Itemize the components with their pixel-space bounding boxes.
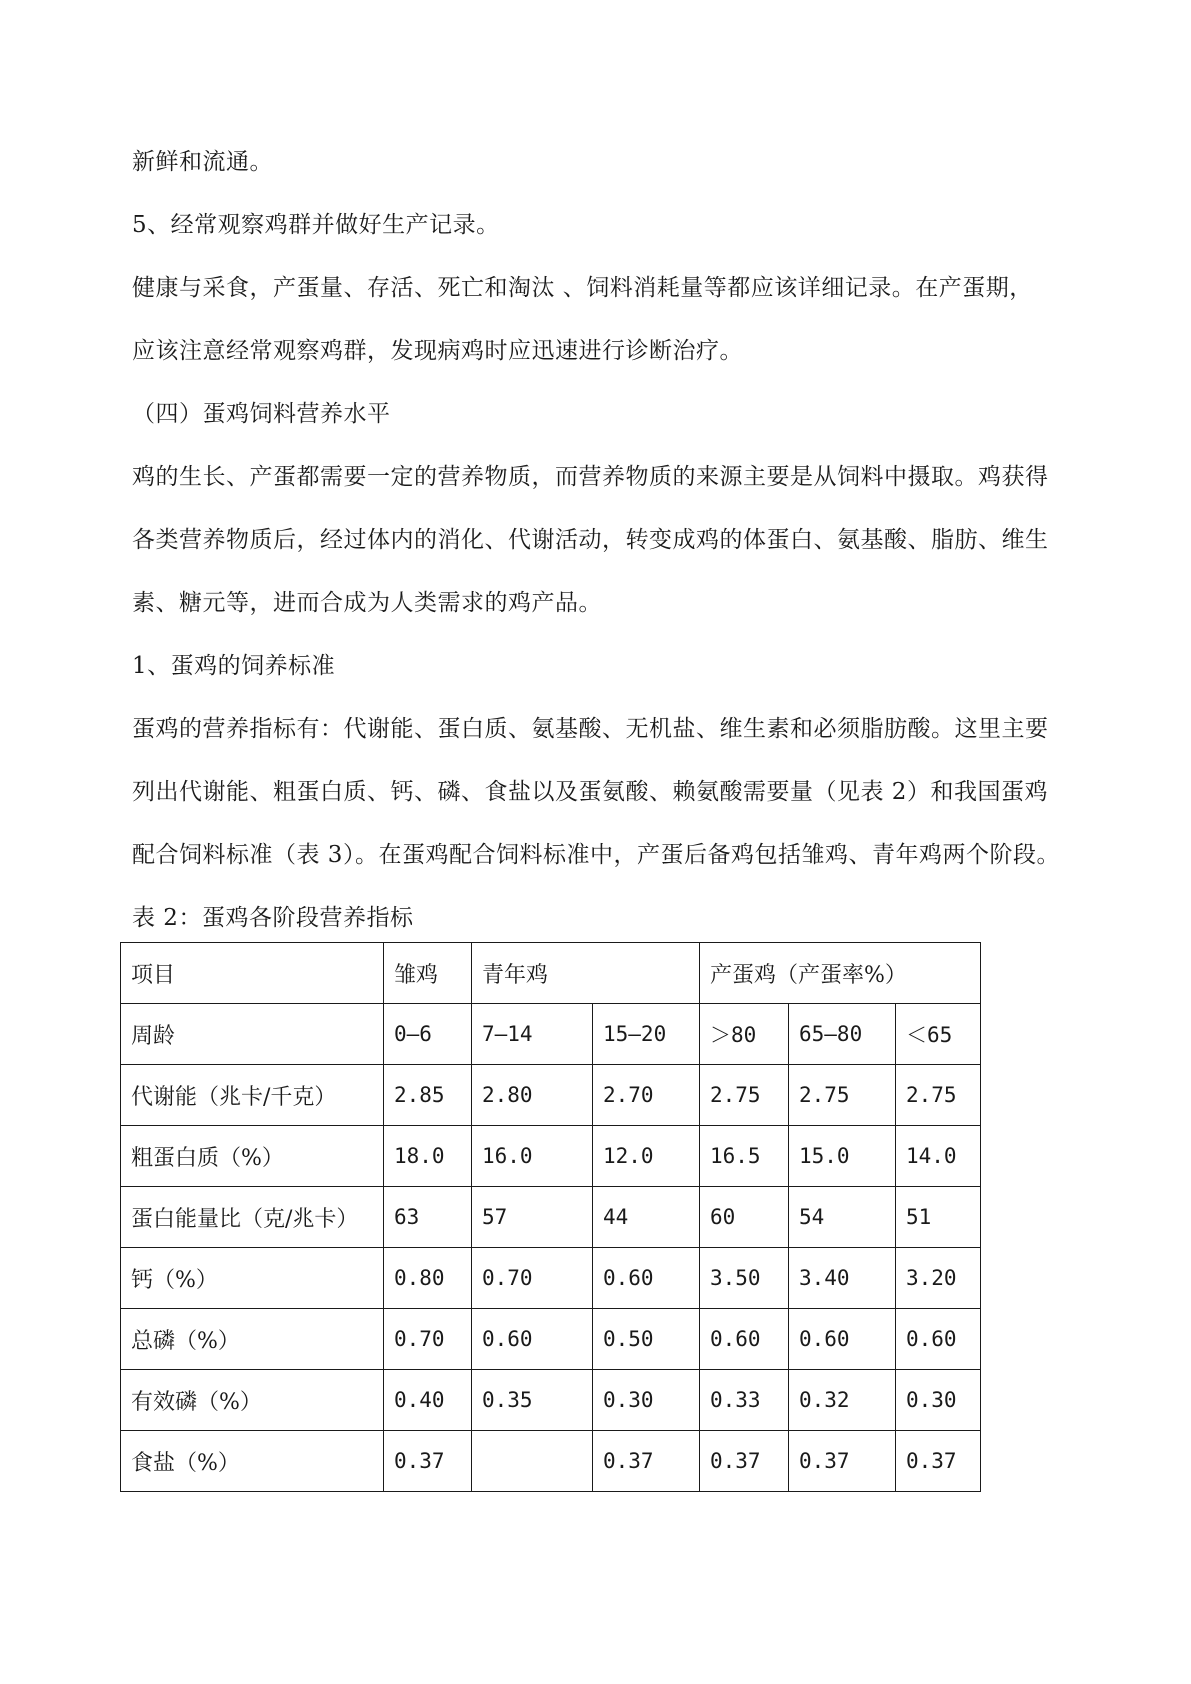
table-row: [121, 1248, 981, 1309]
body-text-line: 各类营养物质后，经过体内的消化、代谢活动，转变成鸡的体蛋白、氨基酸、脂肪、维生: [132, 527, 1049, 553]
numbered-heading: 5、经常观察鸡群并做好生产记录。: [132, 212, 500, 238]
body-text-line: 素、糖元等，进而合成为人类需求的鸡产品。: [132, 590, 602, 616]
table-cell: 0.60: [896, 1309, 981, 1370]
table-cell: 0.60: [700, 1309, 789, 1370]
table-cell: 2.85: [384, 1065, 472, 1126]
header-grower: 青年鸡: [472, 943, 700, 1004]
row-label: 钙（%）: [121, 1248, 384, 1309]
table-cell: 60: [700, 1187, 789, 1248]
table-cell: 0.70: [384, 1309, 472, 1370]
table-row: [121, 1431, 981, 1492]
row-label: 周龄: [121, 1004, 384, 1065]
table-cell: 7—14: [472, 1004, 593, 1065]
table-cell: 0.40: [384, 1370, 472, 1431]
body-text-line: 应该注意经常观察鸡群，发现病鸡时应迅速进行诊断治疗。: [132, 338, 743, 364]
table-cell: 0.30: [896, 1370, 981, 1431]
table-row: [121, 1370, 981, 1431]
table-cell: 3.20: [896, 1248, 981, 1309]
section-heading: （四）蛋鸡饲料营养水平: [132, 401, 391, 427]
header-layer: 产蛋鸡（产蛋率%）: [700, 943, 981, 1004]
table-cell: 63: [384, 1187, 472, 1248]
table-header-row: [121, 943, 981, 1004]
table-cell: 51: [896, 1187, 981, 1248]
row-label: 代谢能（兆卡/千克）: [121, 1065, 384, 1126]
table-cell: 0.80: [384, 1248, 472, 1309]
table-cell: 2.75: [896, 1065, 981, 1126]
table-cell: 16.0: [472, 1126, 593, 1187]
table-cell: 0.70: [472, 1248, 593, 1309]
body-text-line: 蛋鸡的营养指标有：代谢能、蛋白质、氨基酸、无机盐、维生素和必须脂肪酸。这里主要: [132, 716, 1049, 742]
body-text-line: 健康与采食，产蛋量、存活、死亡和淘汰 、饲料消耗量等都应该详细记录。在产蛋期，: [132, 275, 1033, 301]
table-cell: 3.50: [700, 1248, 789, 1309]
row-label: 有效磷（%）: [121, 1370, 384, 1431]
table-cell: 0.35: [472, 1370, 593, 1431]
table-cell: 12.0: [593, 1126, 700, 1187]
nutrition-table: [120, 942, 981, 1492]
table-cell: 2.70: [593, 1065, 700, 1126]
table-cell: 44: [593, 1187, 700, 1248]
table-caption: 表 2：蛋鸡各阶段营养指标: [132, 905, 414, 931]
table-row: [121, 1126, 981, 1187]
table-cell: ＜65: [896, 1004, 981, 1065]
table-cell: [472, 1431, 593, 1492]
table-cell: 2.80: [472, 1065, 593, 1126]
body-text-line: 鸡的生长、产蛋都需要一定的营养物质，而营养物质的来源主要是从饲料中摄取。鸡获得: [132, 464, 1049, 490]
table-cell: 0.37: [593, 1431, 700, 1492]
table-cell: 0.60: [789, 1309, 896, 1370]
nutrition-table-wrapper: [120, 942, 981, 1492]
row-label: 总磷（%）: [121, 1309, 384, 1370]
table-cell: 0.33: [700, 1370, 789, 1431]
table-row: [121, 1309, 981, 1370]
table-cell: 0.37: [896, 1431, 981, 1492]
table-cell: 0.37: [700, 1431, 789, 1492]
table-cell: 0.37: [789, 1431, 896, 1492]
table-cell: 65—80: [789, 1004, 896, 1065]
table-row: [121, 1187, 981, 1248]
body-text-line: 配合饲料标准（表 3）。在蛋鸡配合饲料标准中，产蛋后备鸡包括雏鸡、青年鸡两个阶段。: [132, 842, 1060, 868]
table-cell: 54: [789, 1187, 896, 1248]
table-cell: 14.0: [896, 1126, 981, 1187]
table-cell: 0.32: [789, 1370, 896, 1431]
row-label: 粗蛋白质（%）: [121, 1126, 384, 1187]
row-label: 蛋白能量比（克/兆卡）: [121, 1187, 384, 1248]
numbered-heading: 1、蛋鸡的饲养标准: [132, 653, 336, 679]
table-cell: 0.37: [384, 1431, 472, 1492]
table-row: [121, 1065, 981, 1126]
table-cell: 15—20: [593, 1004, 700, 1065]
table-cell: 0.60: [593, 1248, 700, 1309]
table-cell: 15.0: [789, 1126, 896, 1187]
table-cell: 0.60: [472, 1309, 593, 1370]
table-row: [121, 1004, 981, 1065]
table-cell: 16.5: [700, 1126, 789, 1187]
table-cell: 0—6: [384, 1004, 472, 1065]
header-item: 项目: [121, 943, 384, 1004]
body-text-line: 新鲜和流通。: [132, 149, 273, 175]
table-cell: 0.30: [593, 1370, 700, 1431]
table-cell: 2.75: [789, 1065, 896, 1126]
table-cell: 18.0: [384, 1126, 472, 1187]
table-cell: 0.50: [593, 1309, 700, 1370]
table-cell: 2.75: [700, 1065, 789, 1126]
header-chick: 雏鸡: [384, 943, 472, 1004]
body-text-line: 列出代谢能、粗蛋白质、钙、磷、食盐以及蛋氨酸、赖氨酸需要量（见表 2）和我国蛋鸡: [132, 779, 1048, 805]
table-cell: 57: [472, 1187, 593, 1248]
table-cell: 3.40: [789, 1248, 896, 1309]
table-cell: ＞80: [700, 1004, 789, 1065]
row-label: 食盐（%）: [121, 1431, 384, 1492]
